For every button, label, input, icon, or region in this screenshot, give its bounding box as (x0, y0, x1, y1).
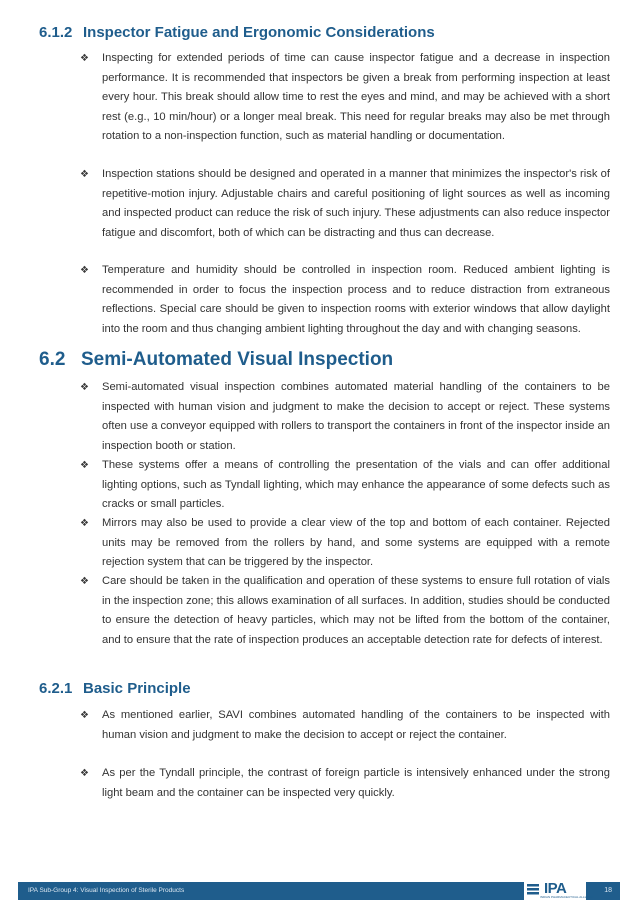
bullet-text: Semi-automated visual inspection combines automated material handling of the containers to be inspected with human vision and judgment to make the decision to accept or reject. These systems often use a conveyor equipped with rollers to transport the containers in front of the inspector inside an inspection booth or station. (102, 381, 610, 452)
diamond-bullet-icon: ❖ (80, 518, 89, 529)
list-item (80, 514, 610, 573)
list-item (80, 764, 610, 803)
footer-text: IPA Sub-Group 4: Visual Inspection of Sterile Products (28, 887, 185, 894)
list-item (80, 165, 610, 243)
bullet-text: As mentioned earlier, SAVI combines automated handling of the containers to be inspected with human vision and judgment to make the decision to accept or reject the container. (102, 709, 610, 741)
diamond-bullet-icon: ❖ (80, 710, 89, 721)
diamond-bullet-icon: ❖ (80, 576, 89, 587)
bullet-text: These systems offer a means of controlling the presentation of the vials and can offer additional lighting options, such as Tyndall lighting, which may enhance the appearance of some defects such as cracks or small particles. (102, 459, 610, 510)
diamond-bullet-icon: ❖ (80, 53, 89, 64)
bullet-text: Inspection stations should be designed and operated in a manner that minimizes the inspector's risk of repetitive-motion injury. Adjustable chairs and careful positioning of light sources as well as incoming and inspected product can reduce the risk of such injury. These adjustments can also reduce inspector fatigue and discomfort, both of which can be distracting and thus can decrease. (102, 168, 610, 239)
section-title: Semi-Automated Visual Inspection (81, 349, 394, 370)
bullet-text: Inspecting for extended periods of time can cause inspector fatigue and a decrease in inspection performance. It is recommended that inspectors be given a break from performing inspection at least every hour. This break should allow time to rest the eyes and mind, and may be achieved with a short rest (e.g., 10 min/hour) or a longer meal break. This need for regular breaks may also be met through rotation to a non-inspection function, such as material handling or documentation. (102, 52, 610, 142)
section-number: 6.2.1 (39, 680, 73, 697)
list-item (80, 378, 610, 456)
diamond-bullet-icon: ❖ (80, 768, 89, 779)
section-heading-6-2-1 (39, 680, 191, 697)
bullet-text: As per the Tyndall principle, the contrast of foreign particle is intensively enhanced under the strong light beam and the container can be inspected very quickly. (102, 767, 610, 799)
section-number: 6.2 (39, 349, 66, 370)
page-number: 18 (604, 887, 612, 894)
section-title: Inspector Fatigue and Ergonomic Considerations (83, 24, 435, 41)
diamond-bullet-icon: ❖ (80, 382, 89, 393)
list-item (80, 456, 610, 515)
page-footer (18, 882, 620, 900)
ipa-logo (524, 880, 594, 900)
diamond-bullet-icon: ❖ (80, 265, 89, 276)
list-item (80, 49, 610, 147)
logo-text: IPA (544, 880, 567, 897)
logo-subtext: INDIAN PHARMACEUTICAL ALLIANCE (540, 895, 594, 899)
bullet-text: Mirrors may also be used to provide a clear view of the top and bottom of each container. Rejected units may be removed from the rollers by hand, and some systems are equipped with a remote rejection system that can be triggered by the inspector. (102, 517, 610, 568)
section-heading-6-2 (39, 349, 393, 371)
list-item (80, 261, 610, 339)
diamond-bullet-icon: ❖ (80, 169, 89, 180)
list-item (80, 572, 610, 650)
section-heading-6-1-2 (39, 24, 435, 41)
list-item (80, 706, 610, 745)
bullet-text: Temperature and humidity should be controlled in inspection room. Reduced ambient lighting is recommended in order to focus the inspection process and to reduce distraction from extraneous reflections. Special care should be given to inspection rooms with exterior windows that allow daylight into the room and thus changing ambient lighting throughout the day and with changing seasons. (102, 264, 610, 335)
section-number: 6.1.2 (39, 24, 73, 41)
bullet-text: Care should be taken in the qualification and operation of these systems to ensure full rotation of vials in the inspection zone; this allows examination of all surfaces. In addition, studies should be conducted to ensure the detection of heavy particles, which may not be lifted from the bottom of the container, and to ensure that the rate of inspection produces an acceptable detection rate for defects of interest. (102, 575, 610, 646)
section-title: Basic Principle (83, 680, 191, 697)
diamond-bullet-icon: ❖ (80, 460, 89, 471)
